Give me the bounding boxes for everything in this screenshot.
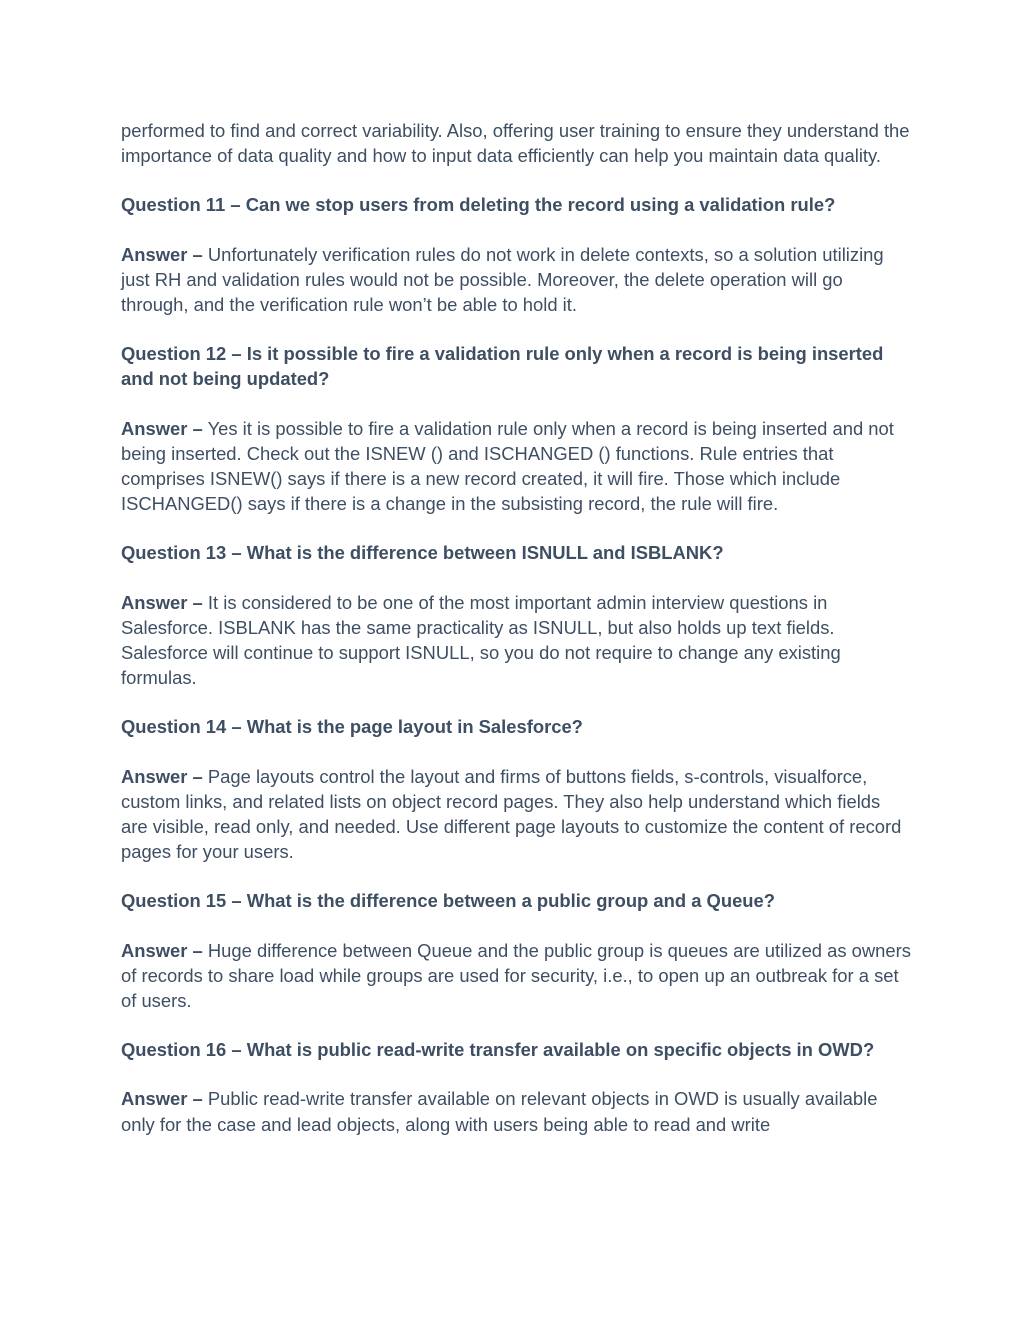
answer-label: Answer –: [121, 939, 203, 961]
answer-11: [121, 242, 911, 318]
question-11: Question 11 – Can we stop users from deleting the record using a validation rule?: [121, 194, 836, 216]
question-15: Question 15 – What is the difference between a public group and a Queue?: [121, 890, 775, 912]
answer-13: [121, 590, 911, 691]
answer-text: Page layouts control the layout and firms of buttons fields, s-controls, visualforce, custom links, and related lists on object record pages. They also help understand which fields are visible, read only, and needed. Use different page layouts to customize the content of record pages for your users.: [121, 765, 902, 863]
answer-16: [121, 1086, 911, 1136]
answer-label: Answer –: [121, 243, 203, 265]
answer-label: Answer –: [121, 591, 203, 613]
answer-label: Answer –: [121, 417, 203, 439]
answer-text: Public read-write transfer available on relevant objects in OWD is usually available only for the case and lead objects, along with users being able to read and write: [121, 1088, 878, 1135]
question-12: Question 12 – Is it possible to fire a validation rule only when a record is being inserted and not being updated?: [121, 343, 884, 390]
answer-label: Answer –: [121, 765, 203, 787]
intro-paragraph: performed to find and correct variability. Also, offering user training to ensure they understand the importance of data quality and how to input data efficiently can help you maintain data quality.: [121, 120, 910, 167]
answer-label: Answer –: [121, 1088, 203, 1110]
answer-15: [121, 938, 911, 1014]
answer-12: [121, 416, 911, 517]
answer-text: Yes it is possible to fire a validation rule only when a record is being inserted and not being inserted. Check out the ISNEW () and ISCHANGED () functions. Rule entries that comprises ISNEW() says if there is a new record created, it will fire. Those which include ISCHANGED() says if there is a change in the subsisting record, the rule will fire.: [121, 417, 894, 515]
question-16: Question 16 – What is public read-write transfer available on specific objects in OWD?: [121, 1039, 875, 1061]
question-14: Question 14 – What is the page layout in Salesforce?: [121, 716, 583, 738]
document-page: [121, 118, 911, 1161]
answer-14: [121, 764, 911, 865]
question-13: Question 13 – What is the difference between ISNULL and ISBLANK?: [121, 542, 724, 564]
answer-text: Unfortunately verification rules do not work in delete contexts, so a solution utilizing just RH and validation rules would not be possible. Moreover, the delete operation will go through, and the verification rule won’t be able to hold it.: [121, 243, 884, 316]
answer-text: It is considered to be one of the most important admin interview questions in Salesforce. ISBLANK has the same practicality as ISNULL, but also holds up text fields. Salesforce will continue to support ISNULL, so you do not require to change any existing formulas.: [121, 591, 841, 689]
answer-text: Huge difference between Queue and the public group is queues are utilized as owners of records to share load while groups are used for security, i.e., to open up an outbreak for a set of users.: [121, 939, 911, 1012]
